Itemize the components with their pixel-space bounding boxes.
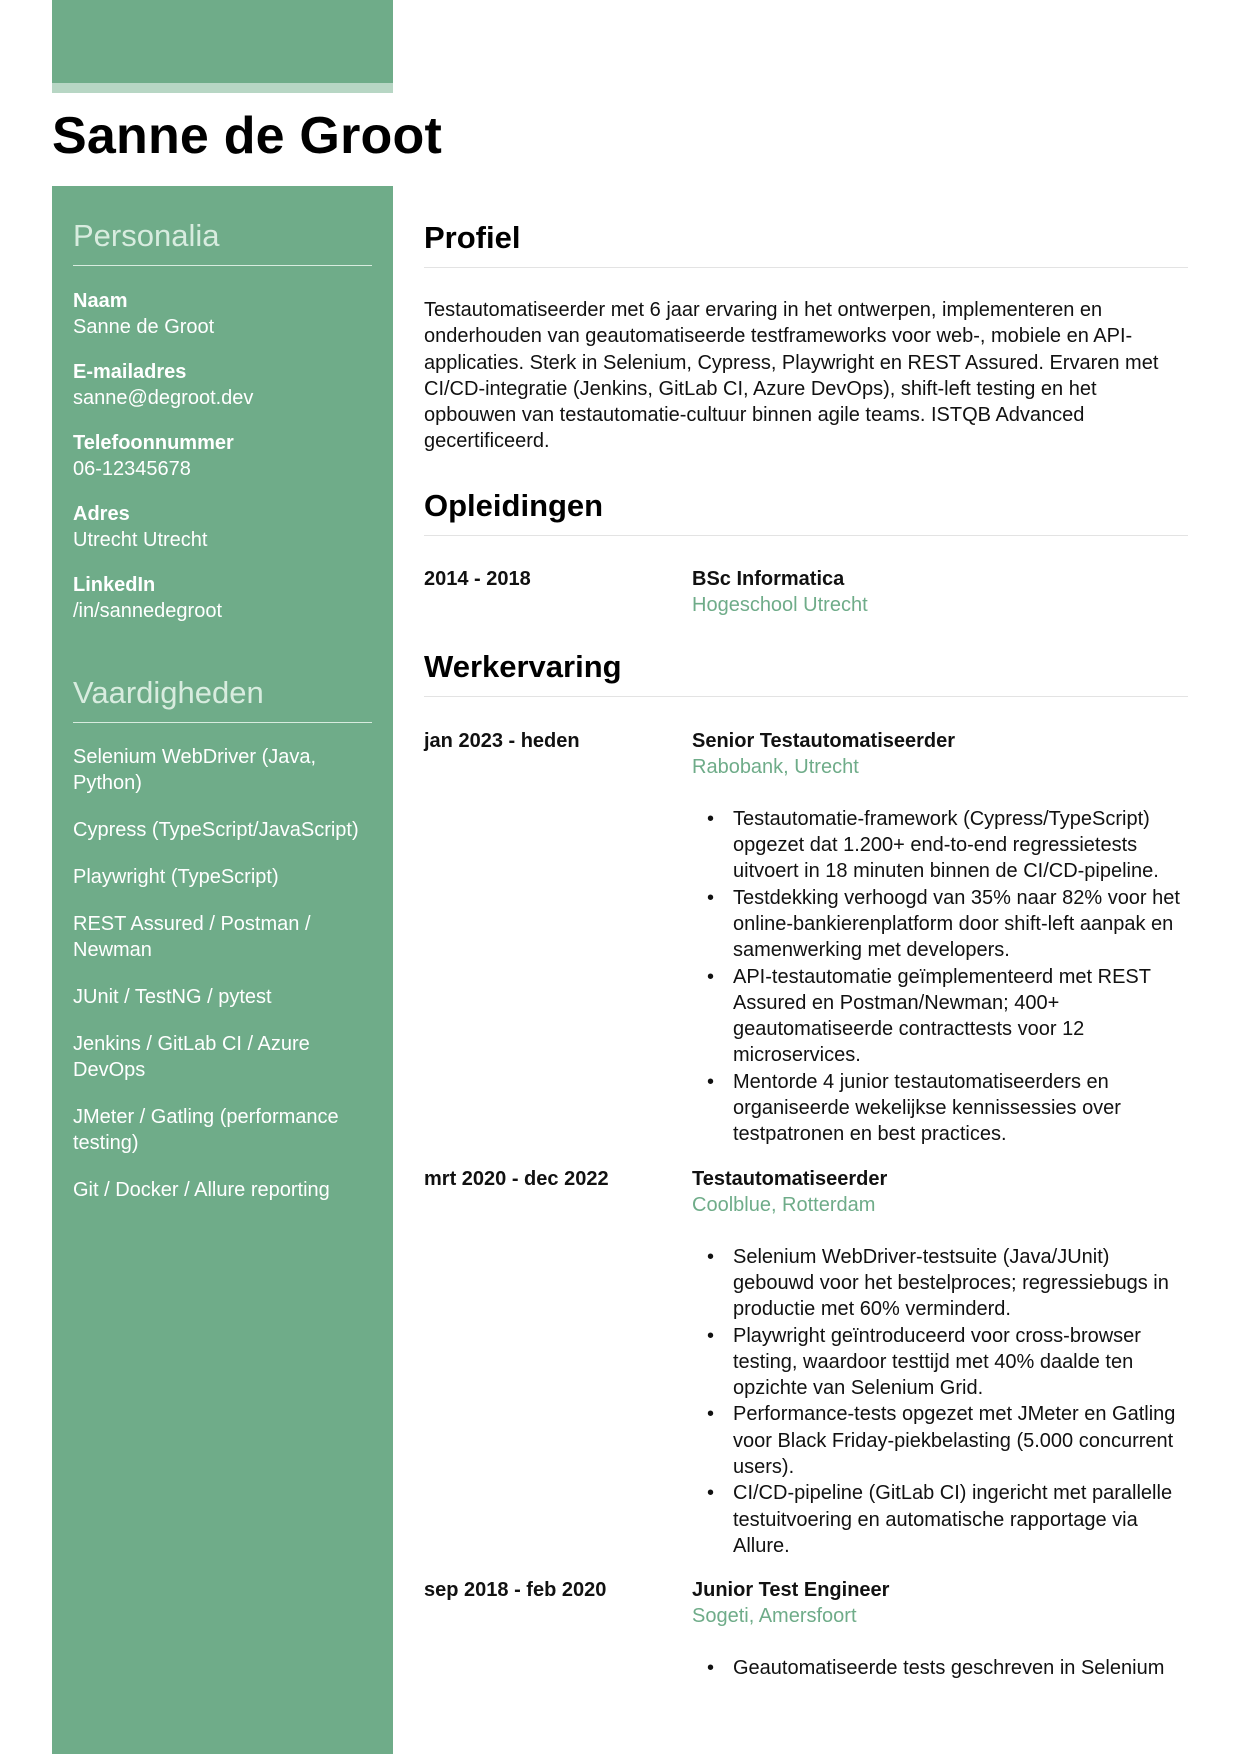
entry-body: [692, 1166, 1188, 1560]
work-entry: [424, 697, 1188, 1148]
work-entry: [424, 1148, 1188, 1560]
bullet-item: • API-testautomatie geïmplementeerd met REST Assured en Postman/Newman; 400+ geautomatiseerde contracttests voor 12 microservices.: [692, 964, 1188, 1069]
entry-title: BSc Informatica: [692, 567, 845, 590]
bullet-list: [692, 780, 1188, 1148]
work-heading: Werkervaring: [424, 618, 1188, 697]
skill-item: Jenkins / GitLab CI / Azure DevOps: [73, 1033, 310, 1081]
personalia-value: Sanne de Groot: [73, 316, 215, 338]
bullet-list: [692, 1218, 1188, 1560]
skill-item: Cypress (TypeScript/JavaScript): [73, 819, 359, 841]
personalia-list: [73, 266, 372, 624]
personalia-item-telefoon: [73, 430, 372, 482]
skill-item: Selenium WebDriver (Java, Python): [73, 746, 317, 794]
bullet-item: • Testautomatie-framework (Cypress/TypeScript) opgezet dat 1.200+ end-to-end regressietests uitvoert in 18 minuten binnen de CI/CD-pipeline.: [692, 806, 1188, 885]
skills-list: [73, 723, 372, 1203]
personalia-heading: Personalia: [73, 186, 372, 266]
education-entry: [424, 536, 1188, 618]
entry-organization: Coolblue, Rotterdam: [692, 1193, 876, 1216]
personalia-label: E-mailadres: [73, 361, 187, 383]
entry-date: mrt 2020 - dec 2022: [424, 1167, 609, 1190]
bullet-item: • Selenium WebDriver-testsuite (Java/JUnit) gebouwd voor het bestelproces; regressiebugs in productie met 60% verminderd.: [692, 1244, 1188, 1323]
bullet-list: [692, 1629, 1188, 1681]
skill-item: JMeter / Gatling (performance testing): [73, 1106, 339, 1154]
entry-body: [692, 566, 1188, 618]
entry-date: sep 2018 - feb 2020: [424, 1579, 607, 1602]
personalia-label: Naam: [73, 290, 128, 312]
skills-heading: Vaardigheden: [73, 643, 372, 723]
personalia-item-email: [73, 359, 372, 411]
entry-title: Testautomatiseerder: [692, 1167, 888, 1190]
entry-title: Senior Testautomatiseerder: [692, 729, 956, 752]
skill-item: JUnit / TestNG / pytest: [73, 986, 272, 1008]
page-title: Sanne de Groot: [52, 107, 442, 165]
bullet-item: • Playwright geïntroduceerd voor cross-browser testing, waardoor testtijd met 40% daalde ten opzichte van Selenium Grid.: [692, 1323, 1188, 1402]
skill-item: Playwright (TypeScript): [73, 866, 279, 888]
entry-body: [692, 728, 1188, 1148]
bullet-item: • Performance-tests opgezet met JMeter en Gatling voor Black Friday-piekbelasting (5.000 concurrent users).: [692, 1401, 1188, 1480]
personalia-value: sanne@degroot.dev: [73, 387, 254, 409]
entry-organization: Hogeschool Utrecht: [692, 593, 868, 616]
personalia-item-adres: [73, 501, 372, 553]
personalia-value: 06-12345678: [73, 458, 191, 480]
entry-date: jan 2023 - heden: [424, 729, 580, 752]
education-heading: Opleidingen: [424, 455, 1188, 536]
bullet-item: • Mentorde 4 junior testautomatiseerders en organiseerde wekelijkse kennissessies over testpatronen en best practices.: [692, 1069, 1188, 1148]
skill-item: REST Assured / Postman / Newman: [73, 913, 311, 961]
personalia-item-linkedin: [73, 572, 372, 624]
skill-item: Git / Docker / Allure reporting: [73, 1179, 330, 1201]
entry-title: Junior Test Engineer: [692, 1579, 890, 1602]
personalia-item-naam: [73, 288, 372, 340]
profile-heading: Profiel: [424, 186, 1188, 268]
entry-body: [692, 1577, 1188, 1681]
bullet-item: • CI/CD-pipeline (GitLab CI) ingericht met parallelle testuitvoering en automatische rapportage via Allure.: [692, 1480, 1188, 1559]
header-accent-stripe: [52, 83, 393, 93]
entry-date: 2014 - 2018: [424, 567, 531, 590]
work-entry: [424, 1559, 1188, 1681]
sidebar: [52, 186, 393, 1754]
profile-text: Testautomatiseerder met 6 jaar ervaring in het ontwerpen, implementeren en onderhouden van geautomatiseerde testframeworks voor web-, mobiele en API-applicaties. Sterk in Selenium, Cypress, Playwright en REST Assured. Ervaren met CI/CD-integratie (Jenkins, GitLab CI, Azure DevOps), shift-left testing en het opbouwen van testautomatie-cultuur binnen agile teams. ISTQB Advanced gecertificeerd.: [424, 299, 1159, 453]
personalia-value: Utrecht Utrecht: [73, 529, 208, 551]
main-content: [424, 186, 1188, 1682]
bullet-item: • Testdekking verhoogd van 35% naar 82% voor het online-bankierenplatform door shift-left aanpak en samenwerking met developers.: [692, 885, 1188, 964]
personalia-label: LinkedIn: [73, 574, 156, 596]
entry-organization: Sogeti, Amersfoort: [692, 1605, 857, 1628]
header-accent-block: [52, 0, 393, 83]
entry-organization: Rabobank, Utrecht: [692, 755, 859, 778]
bullet-item: • Geautomatiseerde tests geschreven in Selenium: [692, 1655, 1188, 1681]
personalia-label: Telefoonnummer: [73, 432, 234, 454]
personalia-label: Adres: [73, 503, 130, 525]
personalia-value: /in/sannedegroot: [73, 600, 223, 622]
